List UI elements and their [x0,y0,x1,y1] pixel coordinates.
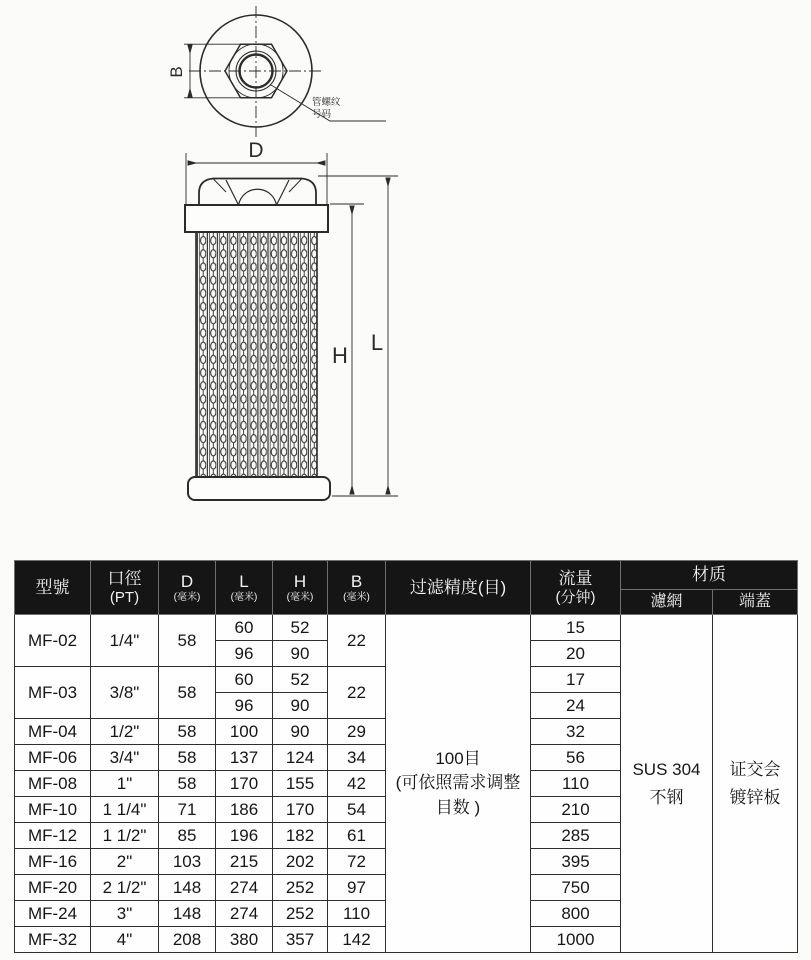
note-line: (可依照需求调整 [395,773,521,793]
header-h-label: H [293,571,307,591]
cell-model: MF-04 [15,719,91,745]
cell-h: 252 [273,901,328,927]
cell-d: 58 [159,719,216,745]
hex-cap-shoulder-right [289,179,302,193]
note-line: 目数 ) [435,797,481,817]
thread-leader-note-line1: 管螺纹 [312,97,341,108]
cell-l: 100 [216,719,273,745]
cell-bore: 3/8" [91,667,159,719]
cell-l: 186 [216,797,273,823]
header-b [328,561,386,615]
cell-b: 61 [328,823,386,849]
note-line: 不钢 [649,787,684,807]
cell-flow: 20 [531,641,621,667]
cell-h: 90 [273,719,328,745]
dim-label-l: L [370,330,384,355]
cell-b: 22 [328,667,386,719]
cell-flow: 395 [531,849,621,875]
cell-bore: 1/4" [91,615,159,667]
cell-d: 103 [159,849,216,875]
cell-flow: 110 [531,771,621,797]
cell-h: 170 [273,797,328,823]
note-line: SUS 304 [632,760,701,780]
cell-l: 137 [216,745,273,771]
header-bore [91,561,159,615]
cell-model: MF-24 [15,901,91,927]
cell-d: 208 [159,927,216,953]
cell-d: 148 [159,875,216,901]
thread-leader-note-line2: 号码 [312,109,332,120]
cell-flow: 17 [531,667,621,693]
cell-b: 110 [328,901,386,927]
hex-cap-shoulder-left [213,179,226,193]
cell-model: MF-08 [15,771,91,797]
dim-label-d: D [248,139,264,162]
cell-model: MF-02 [15,615,91,667]
header-b-unit: (毫米) [343,591,370,603]
header-bore-unit: (PT) [109,588,140,606]
cell-bore: 1 1/4" [91,797,159,823]
cell-l: 215 [216,849,273,875]
cell-bore: 4" [91,927,159,953]
cell-flow: 285 [531,823,621,849]
header-d-label: D [180,571,194,591]
header-flow-unit: (分钟) [555,588,596,606]
cell-b: 142 [328,927,386,953]
dim-label-h: H [332,343,348,368]
cell-h: 52 [273,667,328,693]
header-endcap: 端蓋 [713,590,798,615]
header-b-label: B [350,571,363,591]
cell-d: 58 [159,745,216,771]
cell-h: 155 [273,771,328,797]
cell-l: 274 [216,901,273,927]
cell-h: 90 [273,641,328,667]
cell-h: 357 [273,927,328,953]
cell-flow: 1000 [531,927,621,953]
header-flow [531,561,621,615]
cell-model: MF-20 [15,875,91,901]
note-line: 证交会 [729,760,781,780]
header-h-unit: (毫米) [286,591,314,603]
cell-d: 58 [159,667,216,719]
cell-model: MF-03 [15,667,91,719]
cell-h: 90 [273,693,328,719]
cell-h: 252 [273,875,328,901]
cell-l: 380 [216,927,273,953]
cell-flow: 32 [531,719,621,745]
cell-bore: 1/2" [91,719,159,745]
cell-l: 274 [216,875,273,901]
cell-b: 54 [328,797,386,823]
cell-b: 34 [328,745,386,771]
cell-b: 29 [328,719,386,745]
spec-table [14,560,798,953]
header-material: 材质 [621,561,798,590]
cell-d: 58 [159,615,216,667]
mesh-body [196,232,317,479]
table-row [15,615,798,641]
cell-b: 22 [328,615,386,667]
cell-d: 71 [159,797,216,823]
cell-endcap-material [713,615,798,953]
top-view [184,6,386,137]
header-model [15,561,91,615]
cell-mesh-material [621,615,713,953]
cell-l: 96 [216,641,273,667]
cell-h: 182 [273,823,328,849]
cell-l: 196 [216,823,273,849]
cell-bore: 2 1/2" [91,875,159,901]
cell-bore: 1" [91,771,159,797]
hex-cap-facet-left [226,180,239,205]
cell-flow: 800 [531,901,621,927]
note-line: 镀锌板 [729,787,781,807]
hex-cap-facet-center [239,189,277,205]
cell-precision-note [386,615,531,953]
header-model-label: 型號 [35,577,70,597]
note-line: 100目 [435,748,481,768]
header-l-unit: (毫米) [230,591,258,603]
cell-b: 42 [328,771,386,797]
cell-d: 85 [159,823,216,849]
header-d [159,561,216,615]
hex-cap-facet-right [277,180,290,205]
cell-bore: 3/4" [91,745,159,771]
cell-d: 58 [159,771,216,797]
cell-l: 96 [216,693,273,719]
bottom-end-cap [188,477,330,500]
cell-h: 124 [273,745,328,771]
cell-l: 60 [216,615,273,641]
header-l [216,561,273,615]
cell-l: 60 [216,667,273,693]
cell-flow: 15 [531,615,621,641]
header-precision: 过滤精度(目) [386,561,531,615]
cell-model: MF-16 [15,849,91,875]
cell-model: MF-12 [15,823,91,849]
side-view [185,153,398,500]
cell-h: 52 [273,615,328,641]
header-row-1 [15,561,798,590]
cell-bore: 3" [91,901,159,927]
header-h [273,561,328,615]
cell-l: 170 [216,771,273,797]
cell-h: 202 [273,849,328,875]
cell-model: MF-06 [15,745,91,771]
cell-model: MF-10 [15,797,91,823]
cell-flow: 210 [531,797,621,823]
header-d-unit: (毫米) [173,591,201,603]
header-mesh: 濾網 [621,590,713,615]
cell-bore: 2" [91,849,159,875]
cell-b: 72 [328,849,386,875]
header-l-label: L [239,571,249,591]
cell-flow: 24 [531,693,621,719]
cell-b: 97 [328,875,386,901]
header-bore-label: 口徑 [107,569,142,589]
cell-d: 148 [159,901,216,927]
cell-flow: 56 [531,745,621,771]
cell-flow: 750 [531,875,621,901]
cell-model: MF-32 [15,927,91,953]
dim-label-b: B [167,66,186,78]
flange [185,205,328,232]
cell-bore: 1 1/2" [91,823,159,849]
header-flow-label: 流量 [558,569,593,589]
